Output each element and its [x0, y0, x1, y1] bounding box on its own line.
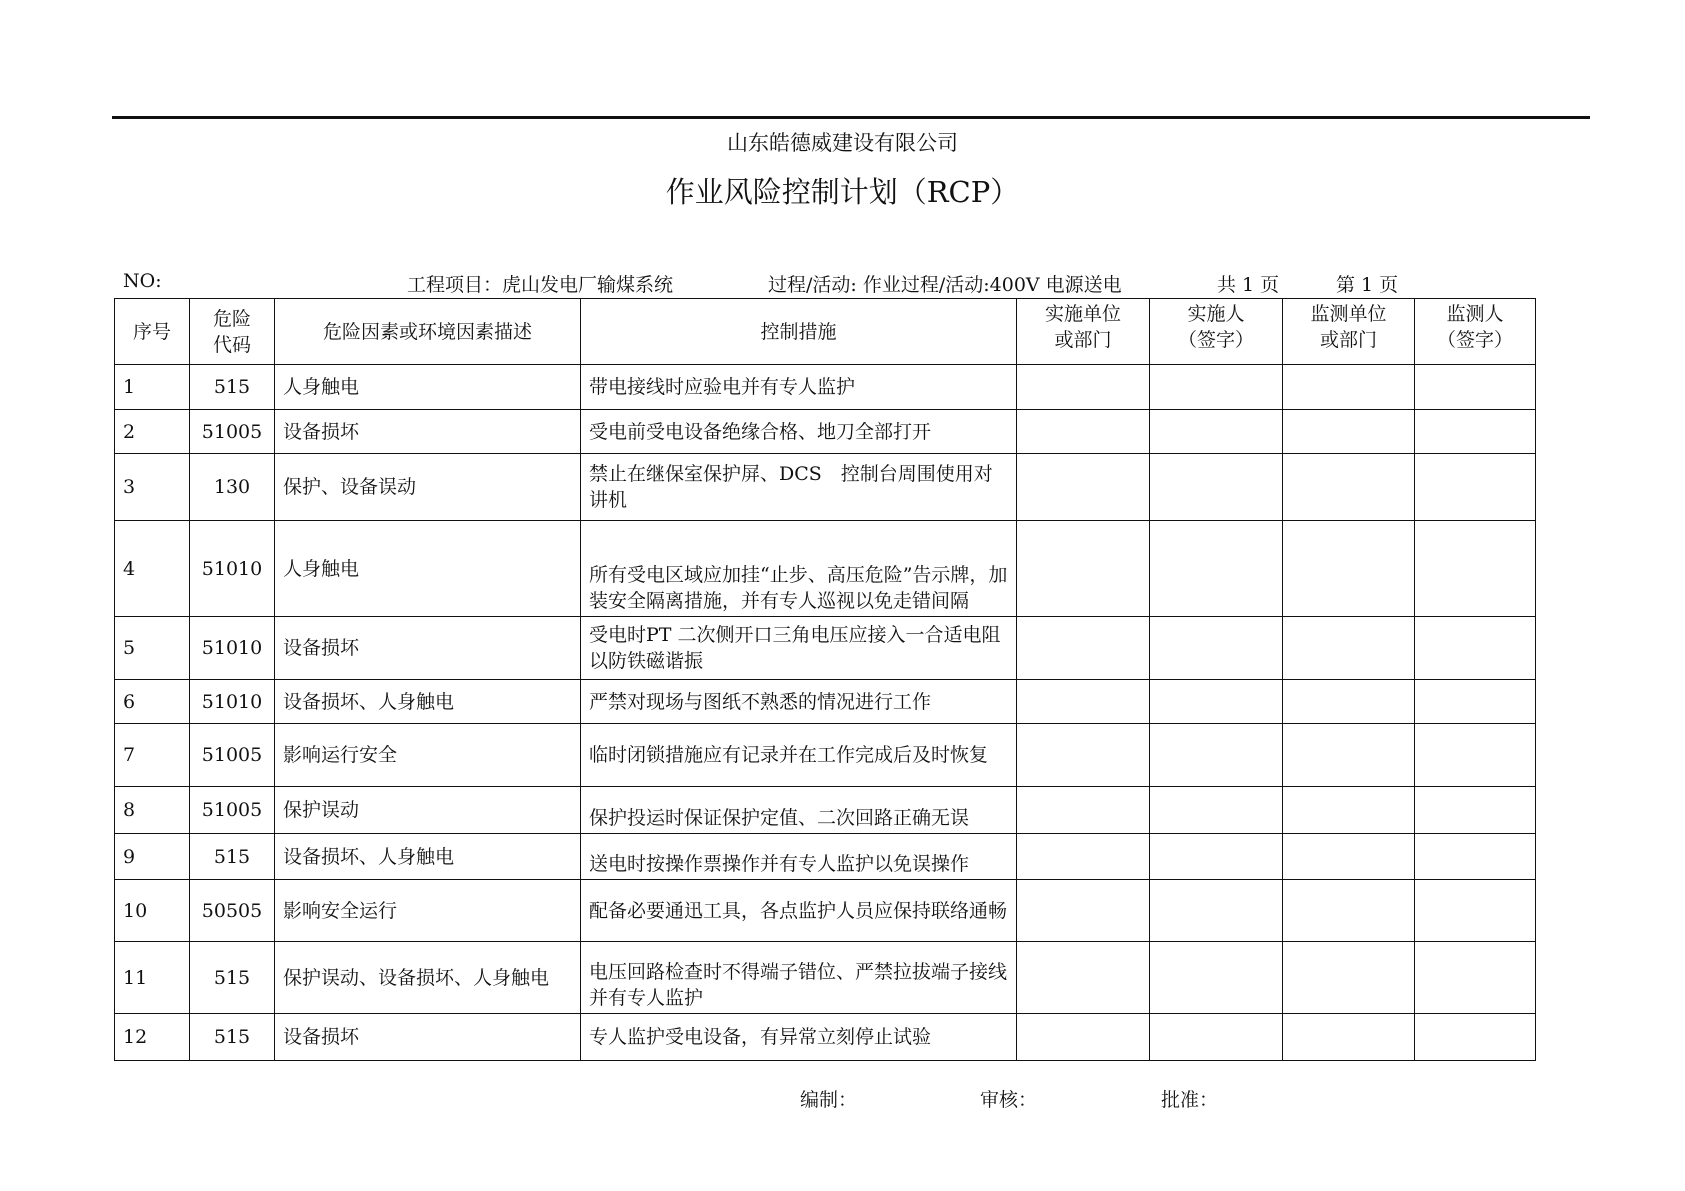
cell-impl-person[interactable]: [1150, 617, 1283, 680]
row-seq: 10: [115, 880, 190, 942]
header-code-line2: 代码: [212, 333, 251, 356]
header-impl-unit-line2: 或部门: [1054, 329, 1112, 351]
header-impl-unit: [1017, 299, 1150, 365]
row-measure: 受电时PT 二次侧开口三角电压应接入一合适电阻以防铁磁谐振: [581, 617, 1017, 680]
row-code: 51005: [190, 724, 275, 787]
row-code: 50505: [190, 880, 275, 942]
row-description: 设备损坏: [275, 617, 581, 680]
header-impl-unit-line1: 实施单位: [1044, 303, 1121, 325]
table-row: [115, 521, 1536, 617]
cell-mon-unit[interactable]: [1283, 410, 1415, 454]
table-row: [115, 880, 1536, 942]
project-label: 工程项目：虎山发电厂输煤系统: [407, 274, 674, 296]
header-mon-unit: [1283, 299, 1415, 365]
row-seq: 2: [115, 410, 190, 454]
row-description: 保护误动: [275, 787, 581, 834]
row-description: 影响安全运行: [275, 880, 581, 942]
cell-impl-person[interactable]: [1150, 942, 1283, 1014]
row-code: 515: [190, 942, 275, 1014]
top-rule: [112, 116, 1590, 119]
cell-mon-person[interactable]: [1415, 1014, 1536, 1061]
header-seq: 序号: [115, 299, 190, 365]
cell-mon-unit[interactable]: [1283, 617, 1415, 680]
cell-impl-person[interactable]: [1150, 365, 1283, 410]
row-measure: 配备必要通迅工具，各点监护人员应保持联络通畅: [581, 880, 1017, 942]
row-description: 设备损坏: [275, 410, 581, 454]
row-code: 515: [190, 365, 275, 410]
row-measure: 送电时按操作票操作并有专人监护以免误操作: [581, 834, 1017, 880]
row-measure: 带电接线时应验电并有专人监护: [581, 365, 1017, 410]
cell-mon-unit[interactable]: [1283, 724, 1415, 787]
header-mon-unit-line2: 或部门: [1319, 329, 1377, 351]
prepared-by-label: 编制：: [800, 1089, 858, 1111]
cell-impl-unit[interactable]: [1017, 787, 1150, 834]
row-description: 人身触电: [275, 365, 581, 410]
header-mon-person-line1: 监测人: [1446, 303, 1504, 325]
table-row: [115, 617, 1536, 680]
row-code: 130: [190, 454, 275, 521]
table-row: [115, 834, 1536, 880]
cell-impl-person[interactable]: [1150, 521, 1283, 617]
cell-impl-person[interactable]: [1150, 787, 1283, 834]
cell-mon-unit[interactable]: [1283, 365, 1415, 410]
table-row: [115, 1014, 1536, 1061]
approved-by-label: 批准：: [1161, 1089, 1219, 1111]
row-code: 51005: [190, 787, 275, 834]
row-seq: 5: [115, 617, 190, 680]
cell-mon-unit[interactable]: [1283, 454, 1415, 521]
cell-impl-unit[interactable]: [1017, 942, 1150, 1014]
cell-impl-unit[interactable]: [1017, 617, 1150, 680]
row-seq: 9: [115, 834, 190, 880]
row-seq: 6: [115, 680, 190, 724]
row-seq: 7: [115, 724, 190, 787]
total-pages: 共 1 页: [1217, 274, 1280, 296]
row-code: 515: [190, 834, 275, 880]
cell-mon-person[interactable]: [1415, 942, 1536, 1014]
header-measure: 控制措施: [581, 299, 1017, 365]
cell-mon-unit[interactable]: [1283, 942, 1415, 1014]
table-row: [115, 942, 1536, 1014]
cell-mon-person[interactable]: [1415, 880, 1536, 942]
cell-mon-person[interactable]: [1415, 454, 1536, 521]
row-description: 设备损坏、人身触电: [275, 680, 581, 724]
cell-mon-person[interactable]: [1415, 680, 1536, 724]
row-description: 保护、设备误动: [275, 454, 581, 521]
header-mon-person: [1415, 299, 1536, 365]
cell-mon-person[interactable]: [1415, 365, 1536, 410]
cell-impl-person[interactable]: [1150, 724, 1283, 787]
table-row: [115, 680, 1536, 724]
header-mon-unit-line1: 监测单位: [1310, 303, 1387, 325]
row-code: 51010: [190, 680, 275, 724]
table-row: [115, 410, 1536, 454]
row-seq: 12: [115, 1014, 190, 1061]
table-header-row: [115, 299, 1536, 365]
cell-impl-unit[interactable]: [1017, 724, 1150, 787]
row-measure: 禁止在继保室保护屏、DCS 控制台周围使用对讲机: [581, 454, 1017, 521]
header-mon-person-line2: （签字）: [1436, 329, 1513, 351]
cell-impl-unit[interactable]: [1017, 834, 1150, 880]
row-code: 51010: [190, 617, 275, 680]
cell-impl-unit[interactable]: [1017, 454, 1150, 521]
cell-impl-unit[interactable]: [1017, 521, 1150, 617]
reviewed-by-label: 审核：: [980, 1089, 1038, 1111]
cell-mon-unit[interactable]: [1283, 834, 1415, 880]
row-measure: 受电前受电设备绝缘合格、地刀全部打开: [581, 410, 1017, 454]
cell-impl-person[interactable]: [1150, 680, 1283, 724]
cell-mon-unit[interactable]: [1283, 680, 1415, 724]
table-row: [115, 454, 1536, 521]
company-name: 山东皓德威建设有限公司: [727, 131, 958, 155]
cell-impl-person[interactable]: [1150, 834, 1283, 880]
row-description: 保护误动、设备损坏、人身触电: [275, 942, 581, 1014]
cell-impl-unit[interactable]: [1017, 410, 1150, 454]
cell-mon-person[interactable]: [1415, 787, 1536, 834]
row-seq: 4: [115, 521, 190, 617]
row-description: 设备损坏、人身触电: [275, 834, 581, 880]
cell-impl-person[interactable]: [1150, 410, 1283, 454]
header-impl-person-line2: （签字）: [1177, 329, 1254, 351]
row-measure: 专人监护受电设备，有异常立刻停止试验: [581, 1014, 1017, 1061]
row-description: 影响运行安全: [275, 724, 581, 787]
cell-mon-person[interactable]: [1415, 410, 1536, 454]
row-code: 515: [190, 1014, 275, 1061]
risk-control-table: [114, 298, 1536, 1061]
cell-impl-unit[interactable]: [1017, 365, 1150, 410]
row-measure: 所有受电区域应加挂“止步、高压危险”告示牌，加装安全隔离措施，并有专人巡视以免走错间隔: [581, 521, 1017, 617]
row-code: 51005: [190, 410, 275, 454]
cell-impl-unit[interactable]: [1017, 880, 1150, 942]
table-row: [115, 365, 1536, 410]
row-seq: 8: [115, 787, 190, 834]
cell-mon-unit[interactable]: [1283, 521, 1415, 617]
cell-mon-person[interactable]: [1415, 521, 1536, 617]
header-code: [190, 299, 275, 365]
table-row: [115, 787, 1536, 834]
page-number: 第 1 页: [1336, 274, 1399, 296]
row-description: 设备损坏: [275, 1014, 581, 1061]
header-description: 危险因素或环境因素描述: [275, 299, 581, 365]
header-impl-person-line1: 实施人: [1187, 303, 1245, 325]
cell-mon-unit[interactable]: [1283, 1014, 1415, 1061]
row-measure: 电压回路检查时不得端子错位、严禁拉拔端子接线并有专人监护: [581, 942, 1017, 1014]
row-seq: 3: [115, 454, 190, 521]
process-label: 过程/活动: 作业过程/活动:400V 电源送电: [768, 274, 1122, 296]
document-title: 作业风险控制计划（RCP）: [665, 175, 1020, 209]
cell-impl-person[interactable]: [1150, 1014, 1283, 1061]
row-seq: 11: [115, 942, 190, 1014]
cell-impl-person[interactable]: [1150, 454, 1283, 521]
no-label: NO:: [123, 270, 162, 292]
row-code: 51010: [190, 521, 275, 617]
header-code-line1: 危险: [212, 307, 251, 330]
cell-mon-person[interactable]: [1415, 834, 1536, 880]
cell-mon-person[interactable]: [1415, 724, 1536, 787]
cell-impl-unit[interactable]: [1017, 1014, 1150, 1061]
row-description: 人身触电: [275, 521, 581, 617]
row-measure: 严禁对现场与图纸不熟悉的情况进行工作: [581, 680, 1017, 724]
header-impl-person: [1150, 299, 1283, 365]
cell-impl-person[interactable]: [1150, 880, 1283, 942]
row-seq: 1: [115, 365, 190, 410]
cell-mon-unit[interactable]: [1283, 787, 1415, 834]
cell-mon-person[interactable]: [1415, 617, 1536, 680]
cell-impl-unit[interactable]: [1017, 680, 1150, 724]
table-row: [115, 724, 1536, 787]
row-measure: 保护投运时保证保护定值、二次回路正确无误: [581, 787, 1017, 834]
cell-mon-unit[interactable]: [1283, 880, 1415, 942]
row-measure: 临时闭锁措施应有记录并在工作完成后及时恢复: [581, 724, 1017, 787]
